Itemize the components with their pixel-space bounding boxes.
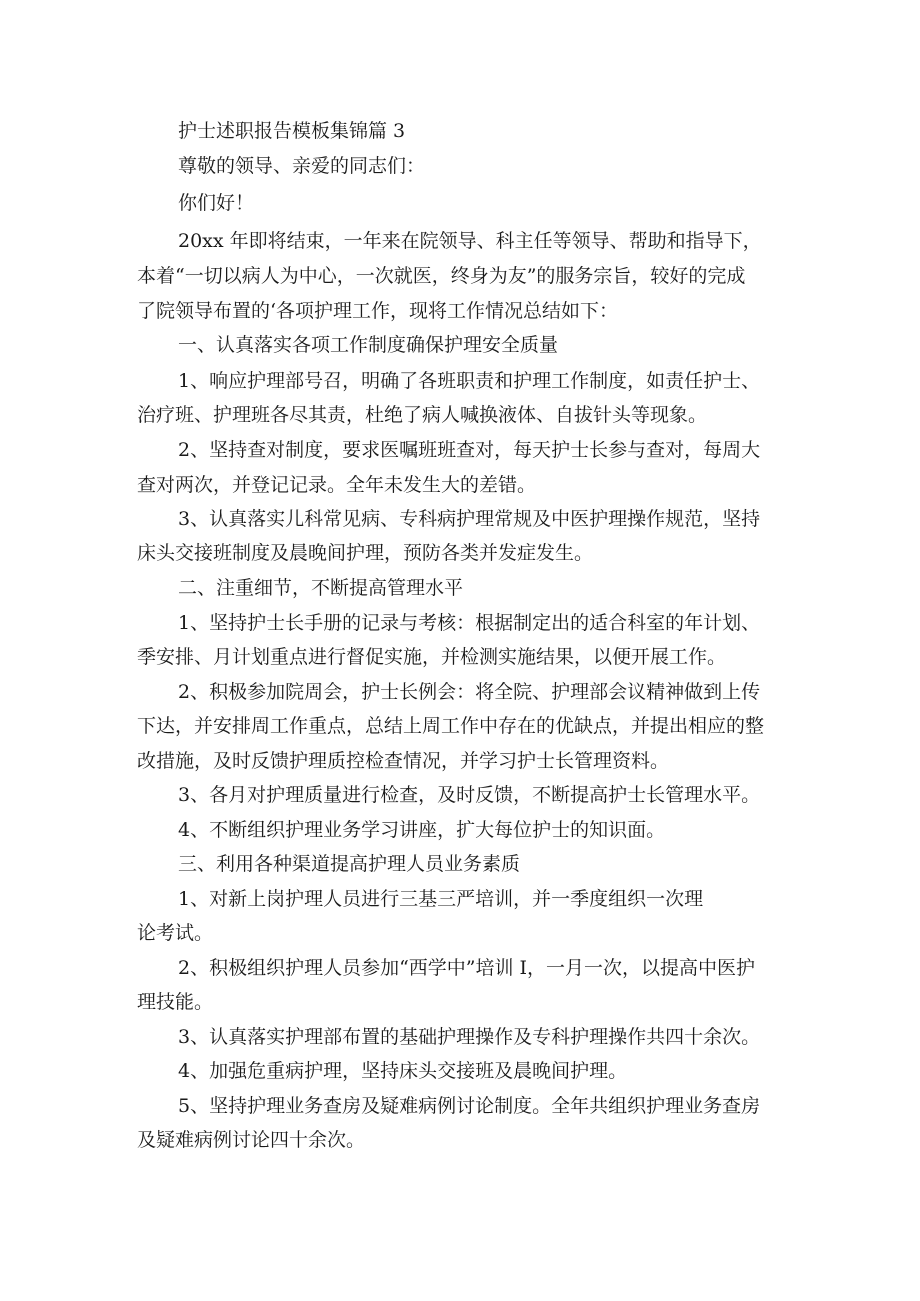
paragraph-line: 床头交接班制度及晨晚间护理，预防各类并发症发生。 — [137, 542, 594, 564]
section-heading: 二、注重细节，不断提高管理水平 — [178, 577, 464, 599]
section-heading: 三、利用各种渠道提高护理人员业务素质 — [178, 853, 521, 875]
paragraph-line: 3、认真落实儿科常见病、专科病护理常规及中医护理操作规范，坚持 — [178, 508, 761, 530]
document-title: 护士述职报告模板集锦篇 3 — [178, 120, 406, 142]
paragraph-line: 3、认真落实护理部布置的基础护理操作及专科护理操作共四十余次。 — [178, 1026, 761, 1048]
paragraph-line: 3、各月对护理质量进行检查，及时反馈，不断提高护士长管理水平。 — [178, 784, 761, 806]
paragraph-line: 改措施，及时反馈护理质控检查情况，并学习护士长管理资料。 — [137, 750, 670, 772]
paragraph-line: 查对两次，并登记记录。全年未发生大的差错。 — [137, 474, 537, 496]
paragraph-line: 论考试。 — [137, 922, 214, 944]
greeting: 你们好！ — [178, 192, 255, 214]
paragraph-line: 2、积极组织护理人员参加“西学中”培训 I，一月一次，以提高中医护 — [178, 957, 756, 979]
paragraph-line: 4、不断组织护理业务学习讲座，扩大每位护士的知识面。 — [178, 819, 666, 841]
paragraph-line: 及疑难病例讨论四十余次。 — [137, 1129, 366, 1151]
paragraph-line: 下达，并安排周工作重点，总结上周工作中存在的优缺点，并提出相应的整 — [137, 715, 765, 737]
section-heading: 一、认真落实各项工作制度确保护理安全质量 — [178, 334, 559, 356]
paragraph-line: 1、对新上岗护理人员进行三基三严培训，并一季度组织一次理 — [178, 888, 704, 910]
paragraph-line: 了院领导布置的‘各项护理工作，现将工作情况总结如下： — [137, 300, 619, 322]
paragraph-line: 治疗班、护理班各尽其责，杜绝了病人喊换液体、自拔针头等现象。 — [137, 404, 708, 426]
paragraph-line: 2、积极参加院周会，护士长例会：将全院、护理部会议精神做到上传 — [178, 681, 761, 703]
paragraph-line: 5、坚持护理业务查房及疑难病例讨论制度。全年共组织护理业务查房 — [178, 1095, 761, 1117]
paragraph-line: 季安排、月计划重点进行督促实施，并检测实施结果，以便开展工作。 — [137, 646, 727, 668]
paragraph-line: 20xx 年即将结束，一年来在院领导、科主任等领导、帮助和指导下， — [178, 230, 762, 252]
paragraph-line: 本着“一切以病人为中心，一次就医，终身为友”的服务宗旨，较好的完成 — [137, 265, 746, 287]
paragraph-line: 2、坚持查对制度，要求医嘱班班查对，每天护士长参与查对，每周大 — [178, 439, 761, 461]
paragraph-line: 1、响应护理部号召，明确了各班职责和护理工作制度，如责任护士、 — [178, 370, 761, 392]
paragraph-line: 理技能。 — [137, 991, 214, 1013]
paragraph-line: 1、坚持护士长手册的记录与考核：根据制定出的适合科室的年计划、 — [178, 612, 761, 634]
salutation: 尊敬的领导、亲爱的同志们： — [178, 155, 426, 177]
paragraph-line: 4、加强危重病护理，坚持床头交接班及晨晚间护理。 — [178, 1060, 628, 1082]
